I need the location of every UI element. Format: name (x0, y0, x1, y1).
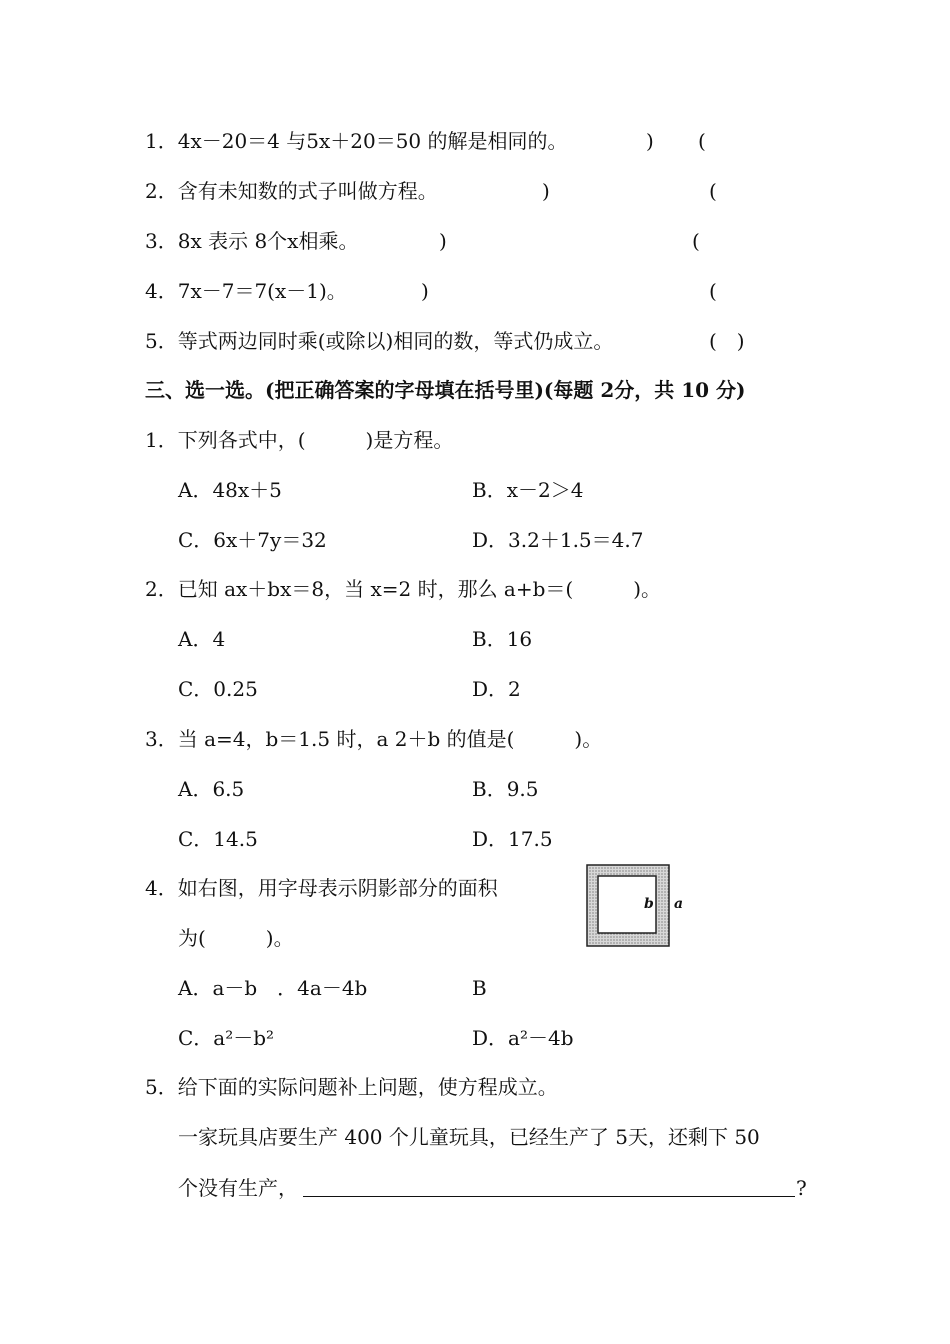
judge-item-2: 2．含有未知数的式子叫做方程。 (145, 179, 438, 203)
option-d[interactable]: D．a²－4b (472, 1026, 574, 1050)
shaded-square-figure (586, 864, 706, 952)
option-d[interactable]: D．2 (472, 677, 521, 701)
judge-item-4: 4．7x－7＝7(x－1)。 (145, 279, 347, 303)
option-a[interactable]: A．a－b ．4a－4b (178, 976, 368, 1000)
question-1-stem: 1．下列各式中，( )是方程。 (145, 428, 454, 452)
option-b[interactable]: B．9.5 (472, 777, 539, 801)
question-5-text-cont: 个没有生产， (178, 1176, 298, 1200)
question-5-text: 一家玩具店要生产 400 个儿童玩具，已经生产了 5天，还剩下 50 (178, 1125, 760, 1149)
question-3-stem: 3．当 a=4，b＝1.5 时，a 2＋b 的值是( )。 (145, 727, 603, 751)
option-b[interactable]: B (472, 976, 487, 1000)
label-a: a (674, 896, 684, 912)
section-heading: 三、选一选。(把正确答案的字母填在括号里)(每题 2分，共 10 分) (145, 378, 746, 402)
answer-paren-open[interactable]: ( (709, 279, 717, 303)
answer-paren-close: ) (439, 229, 447, 253)
option-b[interactable]: B．16 (472, 627, 533, 651)
answer-paren-close: ) (542, 179, 550, 203)
option-b[interactable]: B．x－2＞4 (472, 478, 584, 502)
option-c[interactable]: C．14.5 (178, 827, 258, 851)
answer-blank[interactable] (303, 1196, 795, 1197)
question-5-stem: 5．给下面的实际问题补上问题，使方程成立。 (145, 1075, 558, 1099)
answer-paren-close: ) (421, 279, 429, 303)
judge-item-3: 3．8x 表示 8个x相乘。 (145, 229, 359, 253)
option-a[interactable]: A．4 (178, 627, 226, 651)
answer-paren[interactable]: ( ) (709, 329, 745, 353)
question-mark: ? (796, 1176, 807, 1200)
option-d[interactable]: D．3.2＋1.5＝4.7 (472, 528, 644, 552)
option-c[interactable]: C．a²－b² (178, 1026, 275, 1050)
judge-item-5: 5．等式两边同时乘(或除以)相同的数，等式仍成立。 (145, 329, 614, 353)
answer-paren-close: ) (646, 129, 654, 153)
option-c[interactable]: C．0.25 (178, 677, 258, 701)
option-a[interactable]: A．48x＋5 (178, 478, 282, 502)
option-c[interactable]: C．6x＋7y＝32 (178, 528, 327, 552)
answer-paren-open[interactable]: ( (709, 179, 717, 203)
judge-item-1: 1．4x－20＝4 与5x＋20＝50 的解是相同的。 (145, 129, 568, 153)
question-4-stem-cont: 为( )。 (178, 926, 294, 950)
answer-paren-open[interactable]: ( (698, 129, 706, 153)
option-a[interactable]: A．6.5 (178, 777, 245, 801)
question-2-stem: 2．已知 ax＋bx＝8，当 x=2 时，那么 a+b＝( )。 (145, 577, 662, 601)
answer-paren-open[interactable]: ( (692, 229, 700, 253)
option-d[interactable]: D．17.5 (472, 827, 553, 851)
label-b: b (644, 896, 654, 912)
question-4-stem: 4．如右图，用字母表示阴影部分的面积 (145, 876, 498, 900)
